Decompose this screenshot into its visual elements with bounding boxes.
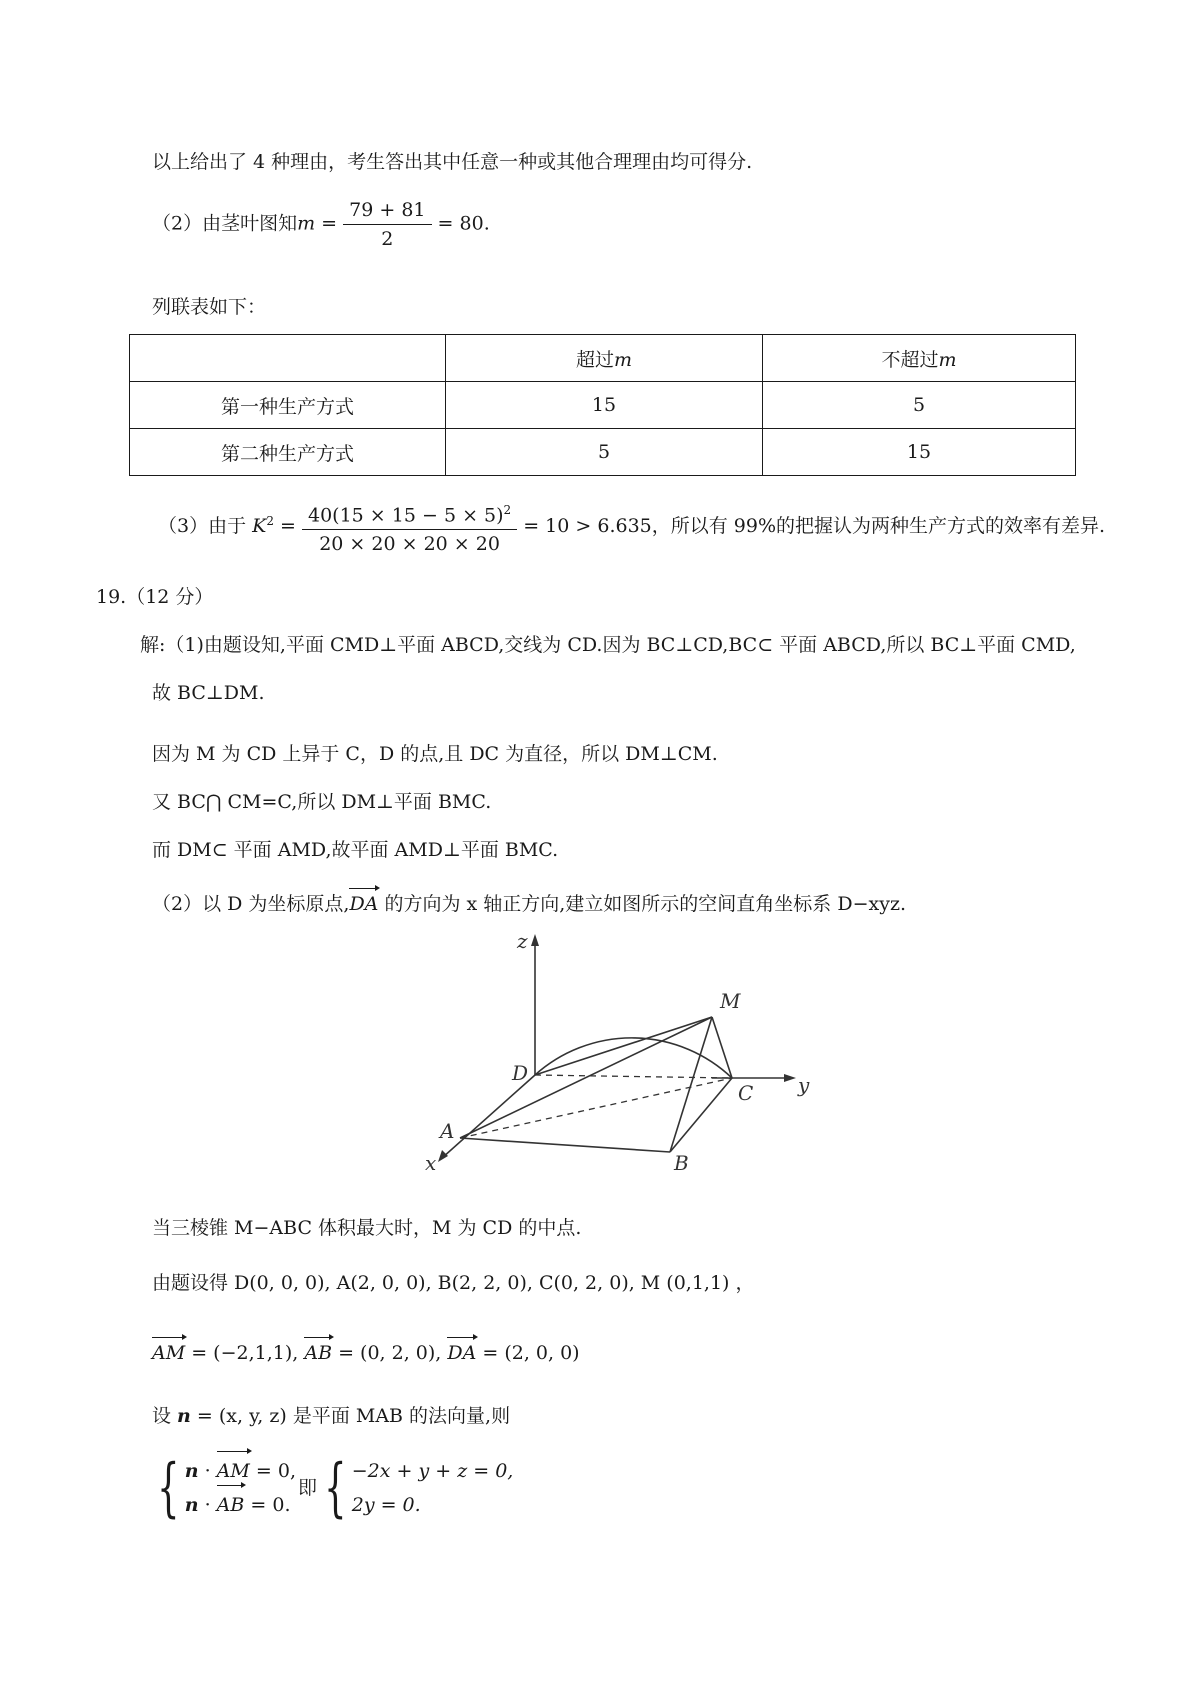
solution-line-6 bbox=[152, 891, 906, 917]
median-result: = 80 bbox=[437, 212, 484, 235]
chi-numerator: $40(15 \times 15 - 5 \times 5)^2$ bbox=[302, 496, 517, 530]
right-system-brace-icon: { bbox=[324, 1451, 347, 1525]
table-header-over: 超过m bbox=[446, 335, 763, 382]
solution-line-7: 当三棱锥 M−ABC 体积最大时，M 为 CD 的中点. bbox=[152, 1217, 582, 1239]
contingency-table bbox=[129, 334, 1076, 476]
chi-result: = 10 > 6.635 bbox=[523, 515, 652, 538]
table-cell: 5 bbox=[763, 382, 1076, 429]
table-row bbox=[130, 382, 1076, 429]
normal-def: = (x, y, z) 是平面 MAB 的法向量,则 bbox=[190, 1405, 511, 1427]
label-D: D bbox=[512, 1061, 529, 1085]
table-header-empty bbox=[130, 335, 446, 382]
edge-DM bbox=[535, 1017, 712, 1075]
label-M: M bbox=[720, 989, 741, 1013]
label-z: z bbox=[517, 930, 528, 953]
vector-da-2: DA bbox=[447, 1342, 477, 1364]
vector-ab-value: = (0, 2, 0), bbox=[332, 1342, 448, 1364]
solution-line-8: 由题设得 D(0, 0, 0), A(2, 0, 0), B(2, 2, 0), C(0, 2, 0), M (0,1,1) ， bbox=[152, 1272, 755, 1294]
equation-system bbox=[152, 1451, 514, 1525]
chi-var-sup: 2 bbox=[266, 513, 274, 528]
left-brace-icon: { bbox=[157, 1451, 180, 1525]
normal-prefix: 设 bbox=[152, 1405, 178, 1427]
para-chi-square bbox=[158, 496, 1105, 558]
chi-eq: = bbox=[280, 515, 296, 538]
edge-BM bbox=[670, 1017, 712, 1152]
table-header-row bbox=[130, 335, 1076, 382]
solution-line-5: 而 DM⊂ 平面 AMD,故平面 AMD⊥平面 BMC. bbox=[152, 839, 559, 861]
system-right: −2x + y + z = 0, 2y = 0. bbox=[351, 1460, 514, 1516]
solution-line-4: 又 BC⋂ CM=C,所以 DM⊥平面 BMC. bbox=[152, 791, 492, 813]
chi-denominator: 20 × 20 × 20 × 20 bbox=[319, 533, 500, 556]
para-reasons-note: 以上给出了 4 种理由，考生答出其中任意一种或其他合理理由均可得分. bbox=[152, 151, 753, 173]
table-cell: 15 bbox=[763, 429, 1076, 476]
chi-fraction bbox=[302, 496, 517, 558]
vector-da-value: = (2, 0, 0) bbox=[476, 1342, 580, 1364]
edge-DC-dashed bbox=[535, 1075, 732, 1078]
solution-line-3: 因为 M 为 CD 上异于 C，D 的点,且 DC 为直径，所以 DM⊥CM. bbox=[152, 743, 718, 765]
median-numerator: 79 + 81 bbox=[343, 196, 431, 225]
edge-AB bbox=[460, 1138, 670, 1152]
semicircle-arc bbox=[535, 1038, 732, 1078]
table-row bbox=[130, 429, 1076, 476]
edge-AM bbox=[460, 1017, 712, 1138]
label-B: B bbox=[674, 1151, 689, 1170]
chi-prefix: （3）由于 bbox=[158, 515, 247, 538]
median-var: m bbox=[297, 212, 316, 235]
label-A: A bbox=[440, 1119, 455, 1143]
label-C: C bbox=[738, 1081, 754, 1105]
edge-AC-dashed bbox=[460, 1078, 732, 1138]
chi-conclusion: ，所以有 99%的把握认为两种生产方式的效率有差异. bbox=[651, 515, 1106, 538]
chi-var: K bbox=[252, 515, 267, 538]
normal-n: n bbox=[177, 1405, 191, 1427]
z-axis-arrow-icon bbox=[531, 934, 539, 946]
y-axis-arrow-icon bbox=[784, 1074, 796, 1082]
x-axis-arrow-icon bbox=[438, 1150, 448, 1162]
table-row-label: 第一种生产方式 bbox=[130, 382, 446, 429]
median-fraction bbox=[343, 196, 431, 253]
solution-line-1: 解:（1)由题设知,平面 CMD⊥平面 ABCD,交线为 CD.因为 BC⊥CD,BC⊂ 平面 ABCD,所以 BC⊥平面 CMD, bbox=[140, 634, 1076, 656]
median-denominator: 2 bbox=[381, 228, 394, 250]
geometry-figure bbox=[420, 930, 820, 1170]
para-table-intro: 列联表如下： bbox=[152, 296, 267, 318]
median-end: . bbox=[483, 212, 490, 235]
table-cell: 5 bbox=[446, 429, 763, 476]
system-ji: 即 bbox=[298, 1477, 318, 1499]
table-row-label: 第二种生产方式 bbox=[130, 429, 446, 476]
median-eq: = bbox=[321, 212, 338, 235]
question-19-heading: 19.（12 分） bbox=[96, 586, 214, 608]
label-x: x bbox=[425, 1151, 437, 1170]
coord-prefix: （2）以 D 为坐标原点, bbox=[152, 893, 350, 915]
coord-suffix: 的方向为 x 轴正方向,建立如图所示的空间直角坐标系 D−xyz. bbox=[378, 893, 906, 915]
x-axis bbox=[442, 1075, 535, 1158]
solution-line-9 bbox=[152, 1340, 580, 1366]
median-prefix: （2）由茎叶图知 bbox=[152, 212, 298, 235]
system-left: n · AM = 0, n · AB = 0. bbox=[185, 1454, 296, 1522]
table-cell: 15 bbox=[446, 382, 763, 429]
table-header-notover: 不超过m bbox=[763, 335, 1076, 382]
vector-am: AM bbox=[152, 1342, 186, 1364]
vector-am-value: = (−2,1,1), bbox=[185, 1342, 305, 1364]
vector-ab: AB bbox=[304, 1342, 333, 1364]
para-median bbox=[152, 196, 490, 253]
label-y: y bbox=[798, 1073, 810, 1097]
solution-line-2: 故 BC⊥DM. bbox=[152, 682, 265, 704]
vector-da: DA bbox=[349, 893, 379, 915]
solution-line-10 bbox=[152, 1403, 510, 1429]
